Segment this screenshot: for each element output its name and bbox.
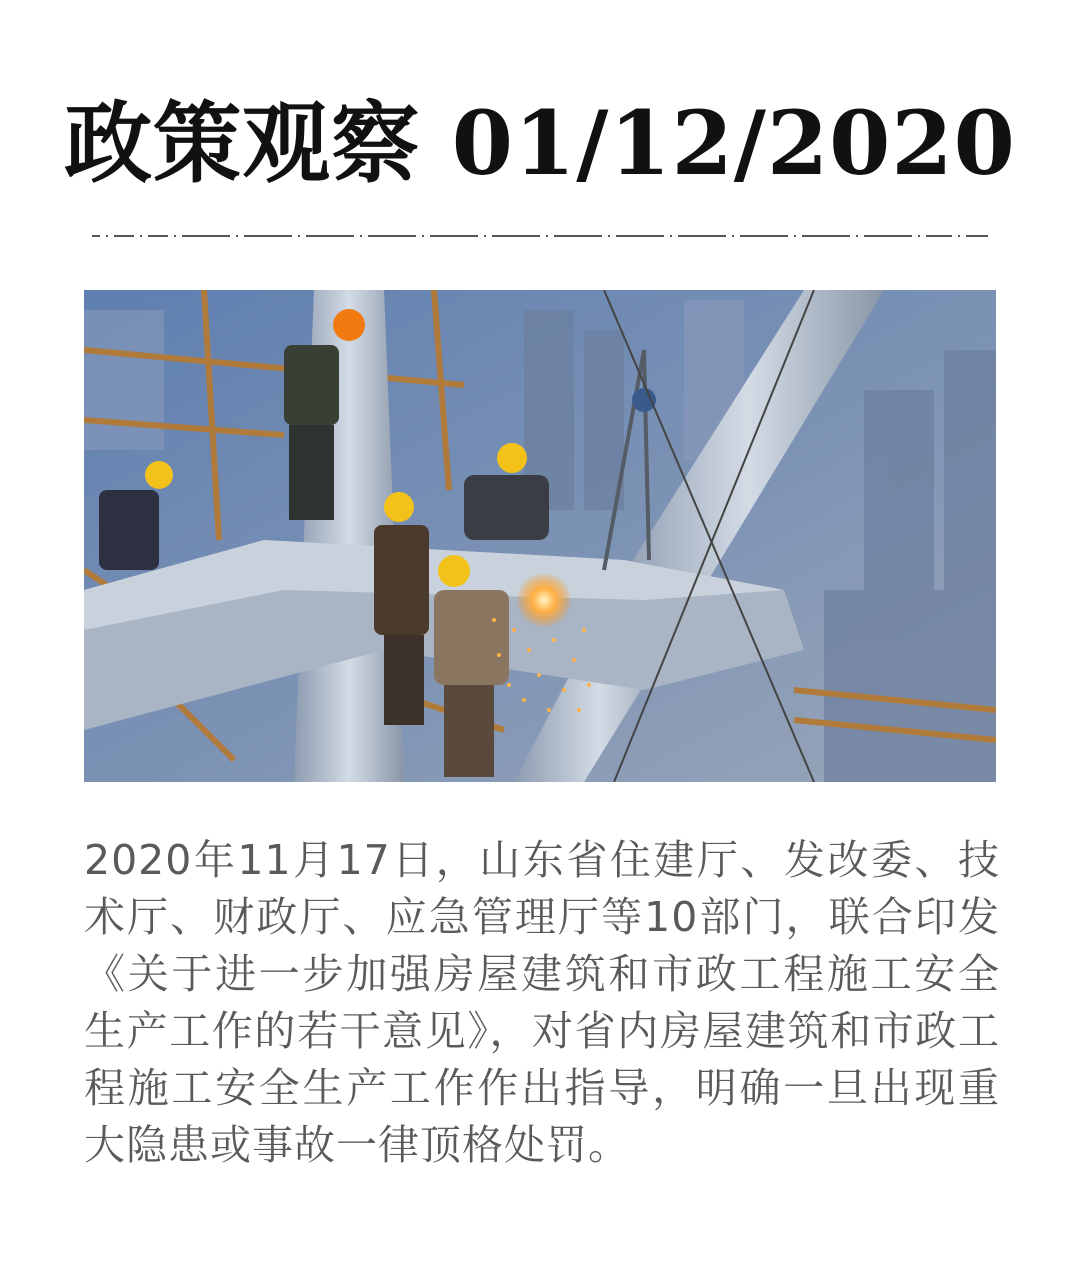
- page-title: 政策观察 01/12/2020: [64, 91, 1016, 195]
- decorative-divider: [92, 226, 988, 246]
- article-body: 2020年11月17日，山东省住建厅、发改委、技术厅、财政厅、应急管理厅等10部门，联合印发《关于进一步加强房屋建筑和市政工程施工安全生产工作的若干意见》，对省内房屋建筑和市政工程施工安全生产工作作出指导，明确一旦出现重大隐患或事故一律顶格处罚。: [84, 836, 1000, 1169]
- construction-workers-photo: [84, 290, 996, 782]
